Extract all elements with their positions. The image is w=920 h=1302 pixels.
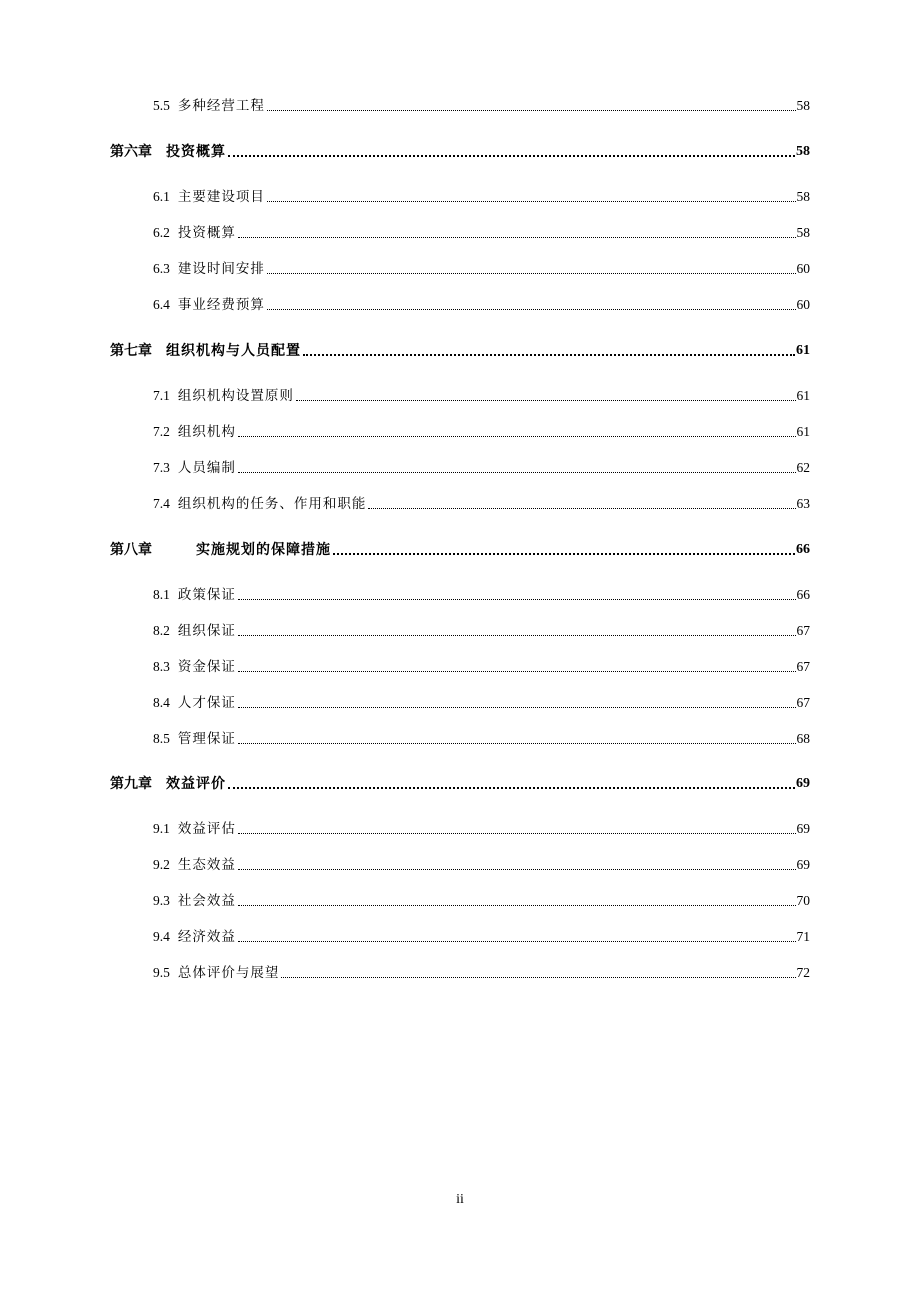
toc-entry-number: 7.2	[153, 424, 170, 439]
toc-entry-8-3[interactable]	[153, 656, 810, 676]
toc-entry-page: 58	[796, 189, 810, 204]
toc-entry-title: 管理保证	[177, 731, 236, 747]
toc-chapter-8[interactable]	[110, 539, 810, 559]
toc-entry-number: 6.2	[153, 225, 170, 240]
toc-entry-page: 62	[796, 460, 810, 475]
dot-leader	[238, 436, 796, 437]
toc-entry-title: 政策保证	[177, 587, 236, 603]
dot-leader	[238, 905, 796, 906]
toc-entry-page: 67	[796, 659, 810, 674]
dot-leader	[238, 869, 796, 870]
toc-entry-number: 9.1	[153, 821, 170, 836]
dot-leader	[267, 110, 796, 111]
dot-leader	[281, 977, 795, 978]
dot-leader	[228, 155, 795, 157]
toc-chapter-title: 组织机构与人员配置	[166, 343, 301, 359]
toc-entry-title: 多种经营工程	[177, 98, 265, 114]
dot-leader	[238, 635, 796, 636]
toc-chapter-title: 效益评价	[166, 776, 226, 792]
dot-leader	[228, 787, 795, 789]
toc-entry-8-4[interactable]	[153, 692, 810, 712]
dot-leader	[238, 237, 796, 238]
toc-entry-7-4[interactable]	[153, 493, 810, 513]
toc-entry-page: 63	[796, 496, 810, 511]
toc-chapter-page: 58	[796, 144, 810, 159]
toc-entry-9-4[interactable]	[153, 926, 810, 946]
toc-entry-number: 7.4	[153, 496, 170, 511]
toc-entry-6-2[interactable]	[153, 222, 810, 242]
toc-entry-9-5[interactable]	[153, 962, 810, 982]
toc-entry-number: 9.5	[153, 965, 170, 980]
toc-chapter-label: 第六章	[110, 144, 152, 160]
toc-entry-page: 69	[796, 821, 810, 836]
toc-chapter-9[interactable]	[110, 773, 810, 793]
toc-entry-number: 8.1	[153, 587, 170, 602]
toc-entry-6-3[interactable]	[153, 258, 810, 278]
toc-entry-page: 66	[796, 587, 810, 602]
toc-entry-title: 人才保证	[177, 695, 236, 711]
toc-entry-title: 社会效益	[177, 893, 236, 909]
toc-entry-page: 58	[796, 225, 810, 240]
footer-page-number: ii	[456, 1192, 464, 1207]
toc-entry-page: 60	[796, 297, 810, 312]
toc-entry-9-3[interactable]	[153, 890, 810, 910]
dot-leader	[333, 553, 795, 555]
toc-chapter-label: 第七章	[110, 343, 152, 359]
toc-entry-number: 8.5	[153, 731, 170, 746]
dot-leader	[267, 201, 796, 202]
dot-leader	[368, 508, 795, 509]
toc-chapter-title: 投资概算	[166, 144, 226, 160]
dot-leader	[238, 707, 796, 708]
toc-entry-number: 5.5	[153, 98, 170, 113]
dot-leader	[238, 743, 796, 744]
toc-entry-9-1[interactable]	[153, 818, 810, 838]
toc-entry-page: 61	[796, 424, 810, 439]
toc-entry-title: 组织机构的任务、作用和职能	[177, 496, 367, 512]
toc-entry-page: 67	[796, 623, 810, 638]
toc-entry-title: 效益评估	[177, 821, 236, 837]
toc-entry-5-5[interactable]	[153, 95, 810, 115]
toc-entry-title: 人员编制	[177, 460, 236, 476]
toc-entry-title: 建设时间安排	[177, 261, 265, 277]
toc-chapter-page: 69	[796, 776, 810, 791]
toc-entry-8-2[interactable]	[153, 620, 810, 640]
toc-entry-number: 8.4	[153, 695, 170, 710]
toc-entry-7-3[interactable]	[153, 457, 810, 477]
toc-entry-number: 6.1	[153, 189, 170, 204]
toc-entry-6-4[interactable]	[153, 294, 810, 314]
toc-entry-9-2[interactable]	[153, 854, 810, 874]
toc-entry-number: 6.3	[153, 261, 170, 276]
toc-entry-number: 6.4	[153, 297, 170, 312]
toc-entry-title: 经济效益	[177, 929, 236, 945]
dot-leader	[238, 599, 796, 600]
toc-entry-page: 61	[796, 388, 810, 403]
dot-leader	[238, 941, 796, 942]
toc-chapter-label: 第八章	[110, 542, 152, 558]
toc-entry-number: 7.1	[153, 388, 170, 403]
toc-entry-7-2[interactable]	[153, 421, 810, 441]
toc-entry-page: 68	[796, 731, 810, 746]
toc-entry-title: 生态效益	[177, 857, 236, 873]
toc-entry-title: 组织保证	[177, 623, 236, 639]
dot-leader	[238, 671, 796, 672]
toc-entry-page: 67	[796, 695, 810, 710]
toc-entry-page: 70	[796, 893, 810, 908]
toc-chapter-page: 61	[796, 343, 810, 358]
toc-chapter-label: 第九章	[110, 776, 152, 792]
toc-entry-page: 71	[796, 929, 810, 944]
toc-entry-7-1[interactable]	[153, 385, 810, 405]
toc-chapter-6[interactable]	[110, 141, 810, 161]
toc-entry-number: 9.3	[153, 893, 170, 908]
dot-leader	[267, 309, 796, 310]
toc-chapter-page: 66	[796, 542, 810, 557]
dot-leader	[296, 400, 796, 401]
toc-entry-title: 组织机构	[177, 424, 236, 440]
toc-entry-page: 72	[796, 965, 810, 980]
toc-entry-6-1[interactable]	[153, 186, 810, 206]
toc-entry-page: 60	[796, 261, 810, 276]
toc-entry-8-5[interactable]	[153, 728, 810, 748]
toc-entry-number: 8.2	[153, 623, 170, 638]
toc-entry-title: 主要建设项目	[177, 189, 265, 205]
dot-leader	[238, 833, 796, 834]
toc-entry-number: 9.2	[153, 857, 170, 872]
dot-leader	[238, 472, 796, 473]
toc-entry-title: 组织机构设置原则	[177, 388, 294, 404]
toc-entry-title: 总体评价与展望	[177, 965, 280, 981]
toc-entry-number: 9.4	[153, 929, 170, 944]
toc-entry-title: 资金保证	[177, 659, 236, 675]
toc-entry-page: 58	[796, 98, 810, 113]
dot-leader	[303, 354, 795, 356]
toc-chapter-title: 实施规划的保障措施	[196, 542, 331, 558]
dot-leader	[267, 273, 796, 274]
toc-entry-title: 投资概算	[177, 225, 236, 241]
toc-entry-number: 8.3	[153, 659, 170, 674]
toc-chapter-7[interactable]	[110, 340, 810, 360]
toc-entry-8-1[interactable]	[153, 584, 810, 604]
toc-entry-title: 事业经费预算	[177, 297, 265, 313]
toc-entry-number: 7.3	[153, 460, 170, 475]
toc-entry-page: 69	[796, 857, 810, 872]
